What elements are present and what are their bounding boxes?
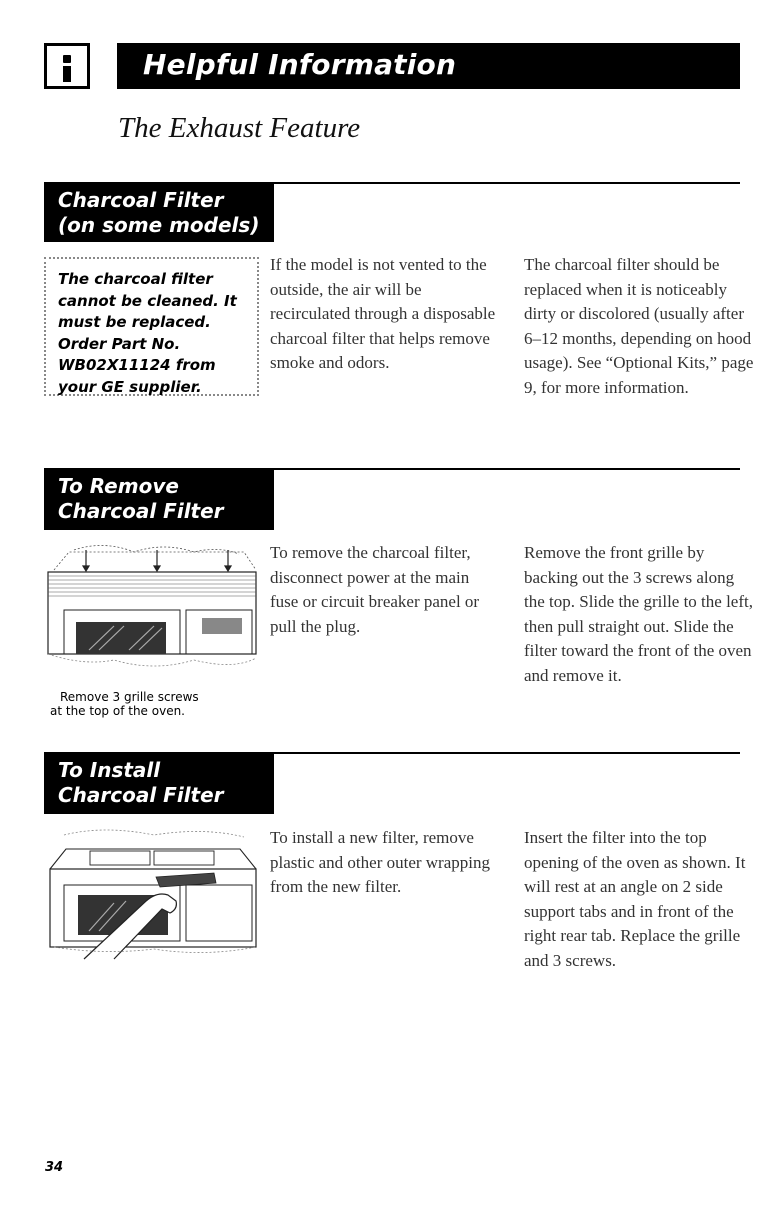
page-number: 34 (45, 1160, 64, 1175)
section-heading-charcoal-filter (44, 182, 274, 242)
install-filter-illustration (44, 825, 259, 960)
heading-line: Charcoal Filter (58, 499, 224, 523)
illustration-caption-line-2: at the top of the oven. (50, 704, 185, 718)
install-filter-text-1: To install a new filter, remove plastic and other outer wrapping from the new filter. (270, 828, 490, 896)
heading-line: Charcoal Filter (58, 783, 224, 807)
header-title: Helpful Information (143, 48, 457, 81)
install-filter-text-2: Insert the filter into the top opening of the oven as shown. It will rest at an angle on 2 side support tabs and in front of the right rear tab. Replace the grille and 3 screws. (524, 828, 746, 970)
charcoal-filter-text-2: The charcoal filter should be replaced when it is noticeably dirty or discolored (usually after 6–12 months, depending on hood usage). See “Optional Kits,” page 9, for more information. (524, 255, 754, 397)
section-heading-install-filter (44, 752, 274, 814)
charcoal-filter-text-1: If the model is not vented to the outside, the air will be recirculated through a disposable charcoal filter that helps remove smoke and odors. (270, 255, 496, 372)
heading-line: Charcoal Filter (58, 188, 224, 212)
note-text: The charcoal filter cannot be cleaned. It must be replaced. Order Part No. WB02X11124 from your GE supplier. (58, 270, 237, 396)
info-icon (44, 43, 90, 89)
section-heading-remove-filter (44, 468, 274, 530)
illustration-caption-line-1: Remove 3 grille screws (60, 690, 199, 704)
remove-filter-text-1: To remove the charcoal filter, disconnect power at the main fuse or circuit breaker panel or pull the plug. (270, 543, 480, 636)
header-banner (117, 43, 740, 89)
heading-line: To Install (58, 758, 161, 782)
page-title: The Exhaust Feature (118, 112, 361, 144)
remove-filter-text-2: Remove the front grille by backing out the 3 screws along the top. Slide the grille to the left, then pull straight out. Slide the filter toward the front of the oven and remove it. (524, 543, 753, 685)
note-box (44, 257, 259, 396)
remove-grille-illustration (44, 540, 259, 680)
heading-line: (on some models) (58, 213, 260, 237)
heading-line: To Remove (58, 474, 179, 498)
